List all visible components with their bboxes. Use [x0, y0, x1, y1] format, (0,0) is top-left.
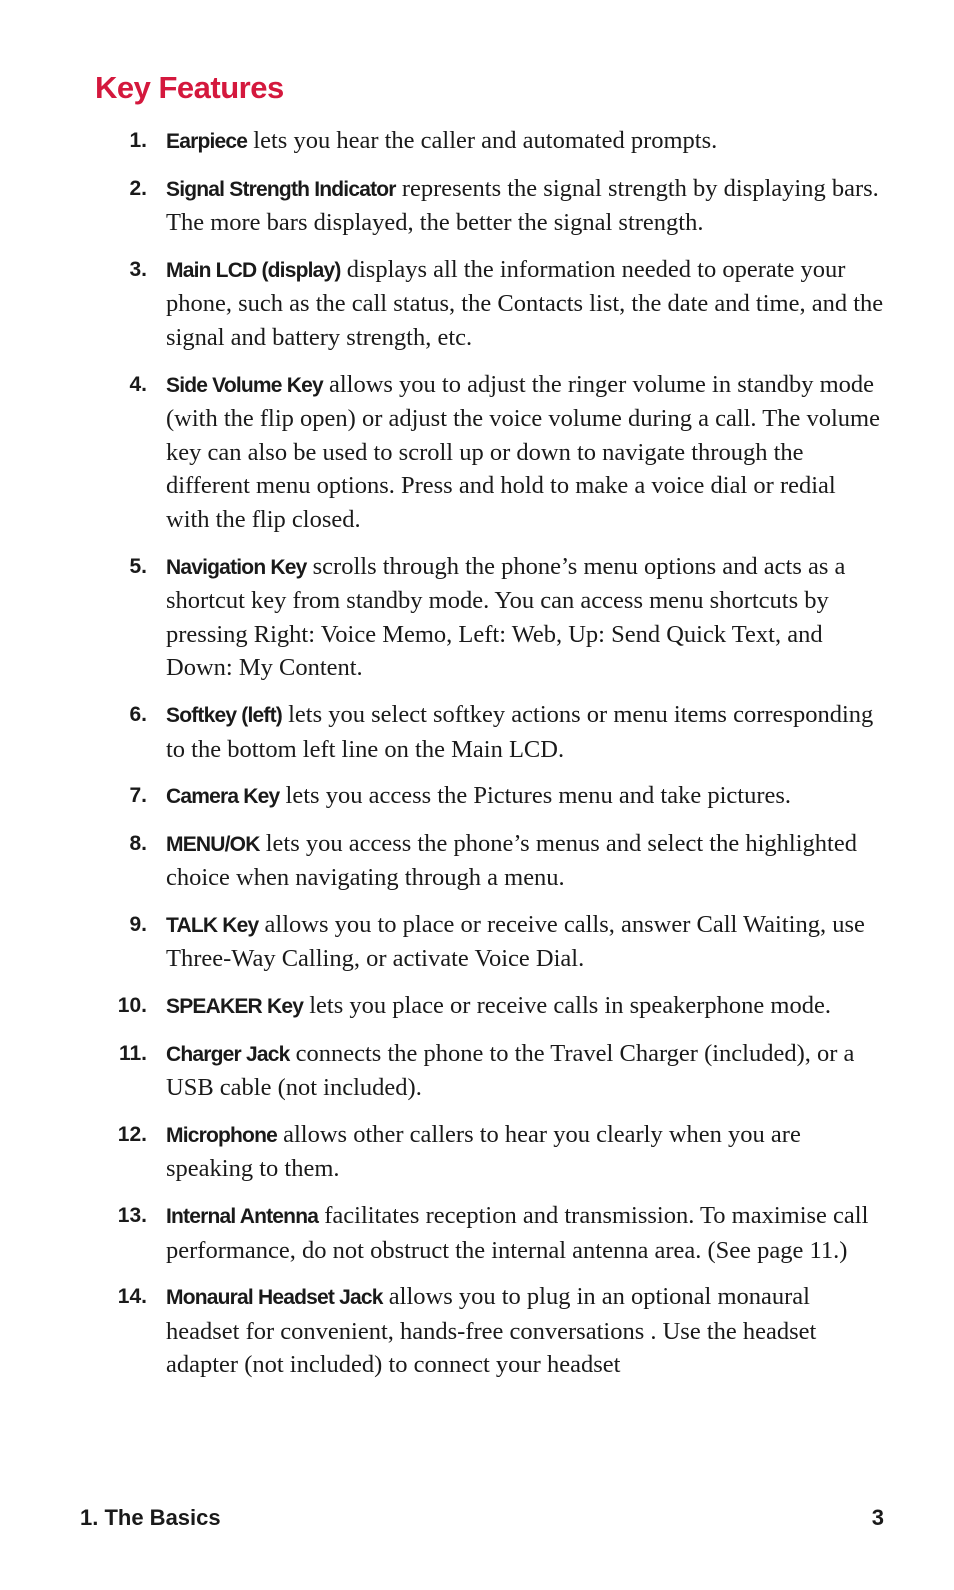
- feature-item-charger-jack: [0, 1037, 954, 1105]
- feature-description: lets you hear the caller and automated prompts.: [253, 127, 718, 154]
- item-number: 11.: [118, 1041, 147, 1065]
- item-number: 6.: [129, 702, 147, 726]
- feature-item-microphone: [0, 1118, 954, 1186]
- feature-term: Side Volume Key: [166, 373, 323, 397]
- feature-term: MENU/OK: [166, 832, 260, 856]
- feature-item-monaural-headset-jack: [0, 1280, 954, 1382]
- feature-description: lets you place or receive calls in speakerphone mode.: [309, 992, 831, 1020]
- item-number: 3.: [129, 257, 147, 281]
- item-number: 10.: [117, 994, 147, 1018]
- feature-term: Softkey (left): [166, 703, 282, 727]
- feature-term: TALK Key: [166, 913, 259, 937]
- feature-term: Signal Strength Indicator: [166, 177, 396, 201]
- item-number: 8.: [129, 831, 147, 855]
- feature-term: Earpiece: [166, 130, 248, 153]
- feature-term: Microphone: [166, 1123, 277, 1147]
- feature-item-menu-ok: [0, 827, 954, 895]
- page-footer: [80, 1505, 884, 1535]
- feature-term: SPEAKER Key: [166, 995, 304, 1019]
- feature-item-main-lcd: [0, 253, 954, 355]
- item-number: 7.: [129, 784, 147, 808]
- feature-term: Monaural Headset Jack: [166, 1286, 383, 1310]
- item-number: 2.: [129, 176, 147, 200]
- feature-item-softkey-left: [0, 698, 954, 766]
- item-number: 1.: [129, 129, 147, 152]
- item-number: 5.: [129, 554, 147, 578]
- feature-item-earpiece: [0, 124, 954, 159]
- feature-description: allows you to place or receive calls, answer Call Waiting, use Three-Way Calling, or activate Voice Dial.: [166, 910, 865, 973]
- feature-term: Internal Antenna: [166, 1205, 319, 1229]
- item-number: 13.: [117, 1204, 147, 1228]
- feature-item-talk-key: [0, 908, 954, 976]
- feature-description: facilitates reception and transmission. To maximise call performance, do not obstruct the internal antenna area. (See page 11.): [166, 1202, 869, 1264]
- item-number: 14.: [117, 1285, 147, 1309]
- item-number: 4.: [129, 372, 147, 396]
- feature-item-signal-strength-indicator: [0, 172, 954, 240]
- feature-description: allows you to plug in an optional monaural headset for convenient, hands-free conversations . Use the headset adapter (not included) to connect your headset: [166, 1283, 817, 1379]
- feature-description: lets you select softkey actions or menu items corresponding to the bottom left line on the Main LCD.: [166, 700, 874, 763]
- item-number: 12.: [117, 1122, 147, 1146]
- feature-description: connects the phone to the Travel Charger (included), or a USB cable (not included).: [166, 1039, 855, 1102]
- feature-item-navigation-key: [0, 550, 954, 685]
- feature-item-camera-key: [0, 779, 954, 814]
- feature-item-speaker-key: [0, 989, 954, 1024]
- page-number: 3: [871, 1505, 884, 1530]
- feature-term: Main LCD (display): [166, 258, 341, 282]
- feature-term: Navigation Key: [166, 555, 307, 579]
- feature-description: scrolls through the phone’s menu options and acts as a shortcut key from standby mode. You can access menu shortcuts by pressing Right: Voice Memo, Left: Web, Up: Send Quick Text, and Down: My Content.: [166, 552, 846, 682]
- feature-list: [0, 124, 954, 1395]
- feature-term: Charger Jack: [166, 1042, 290, 1066]
- footer-section-title: 1. The Basics: [80, 1505, 221, 1530]
- feature-description: displays all the information needed to operate your phone, such as the call status, the Contacts list, the date and time, and the signal and battery strength, etc.: [166, 255, 884, 351]
- feature-description: allows you to adjust the ringer volume in standby mode (with the flip open) or adjust the voice volume during a call. The volume key can also be used to scroll up or down to navigate through the different menu options. Press and hold to make a voice dial or redial with the flip closed.: [166, 370, 880, 533]
- feature-item-internal-antenna: [0, 1199, 954, 1267]
- page-title: Key Features: [95, 70, 284, 105]
- item-number: 9.: [129, 912, 147, 936]
- feature-description: lets you access the Pictures menu and take pictures.: [285, 782, 792, 810]
- feature-item-side-volume-key: [0, 368, 954, 537]
- feature-description: allows other callers to hear you clearly when you are speaking to them.: [166, 1120, 801, 1183]
- feature-term: Camera Key: [166, 785, 280, 809]
- feature-description: lets you access the phone’s menus and select the highlighted choice when navigating through a menu.: [166, 829, 857, 892]
- feature-description: represents the signal strength by displaying bars. The more bars displayed, the better the signal strength.: [166, 174, 879, 237]
